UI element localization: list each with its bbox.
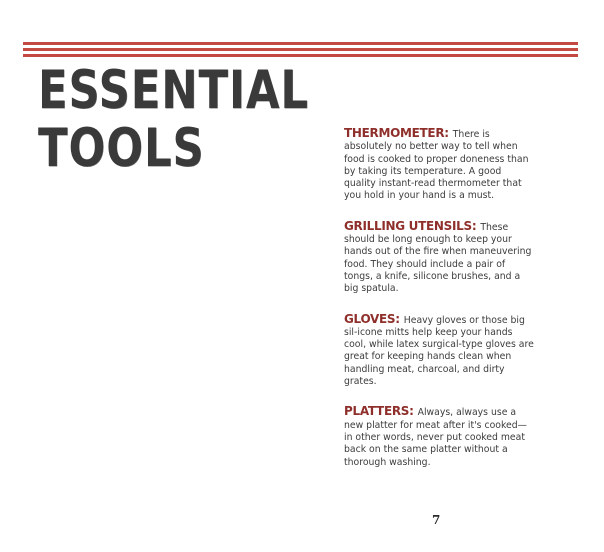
entry-grilling-utensils xyxy=(344,220,534,296)
rule-line-middle xyxy=(23,48,578,51)
title-line-1: ESSENTIAL xyxy=(38,60,309,121)
title-line-2: TOOLS xyxy=(38,118,205,179)
entry-heading: GRILLING UTENSILS: xyxy=(344,218,477,233)
entry-platters xyxy=(344,405,534,468)
page-number: 7 xyxy=(432,513,441,527)
decorative-rules xyxy=(23,42,578,57)
tools-list xyxy=(344,127,534,486)
entry-heading: PLATTERS: xyxy=(344,404,414,419)
entry-thermometer xyxy=(344,127,534,203)
entry-heading: GLOVES: xyxy=(344,311,400,326)
rule-line-top xyxy=(23,42,578,45)
entry-gloves xyxy=(344,313,534,389)
page-title xyxy=(38,62,309,178)
rule-line-bottom xyxy=(23,54,578,57)
entry-text: These should be long enough to keep your hands out of the fire when maneuvering food. They should include a pair of tongs, a knife, silicone brushes, and a big spatula. xyxy=(344,221,532,295)
entry-text: Always, always use a new platter for meat after it's cooked—in other words, never put cooked meat back on the same platter without a thorough washing. xyxy=(344,407,527,468)
entry-heading: THERMOMETER: xyxy=(344,126,449,140)
entry-text: There is absolutely no better way to tell when food is cooked to proper doneness than by taking its temperature. A good quality instant-read thermometer that you hold in your hand is a must. xyxy=(344,129,529,202)
entry-text: Heavy gloves or those big sil-icone mitts help keep your hands cool, while latex surgical-type gloves are great for keeping hands clean when handling meat, charcoal, and dirty grates. xyxy=(344,314,534,388)
